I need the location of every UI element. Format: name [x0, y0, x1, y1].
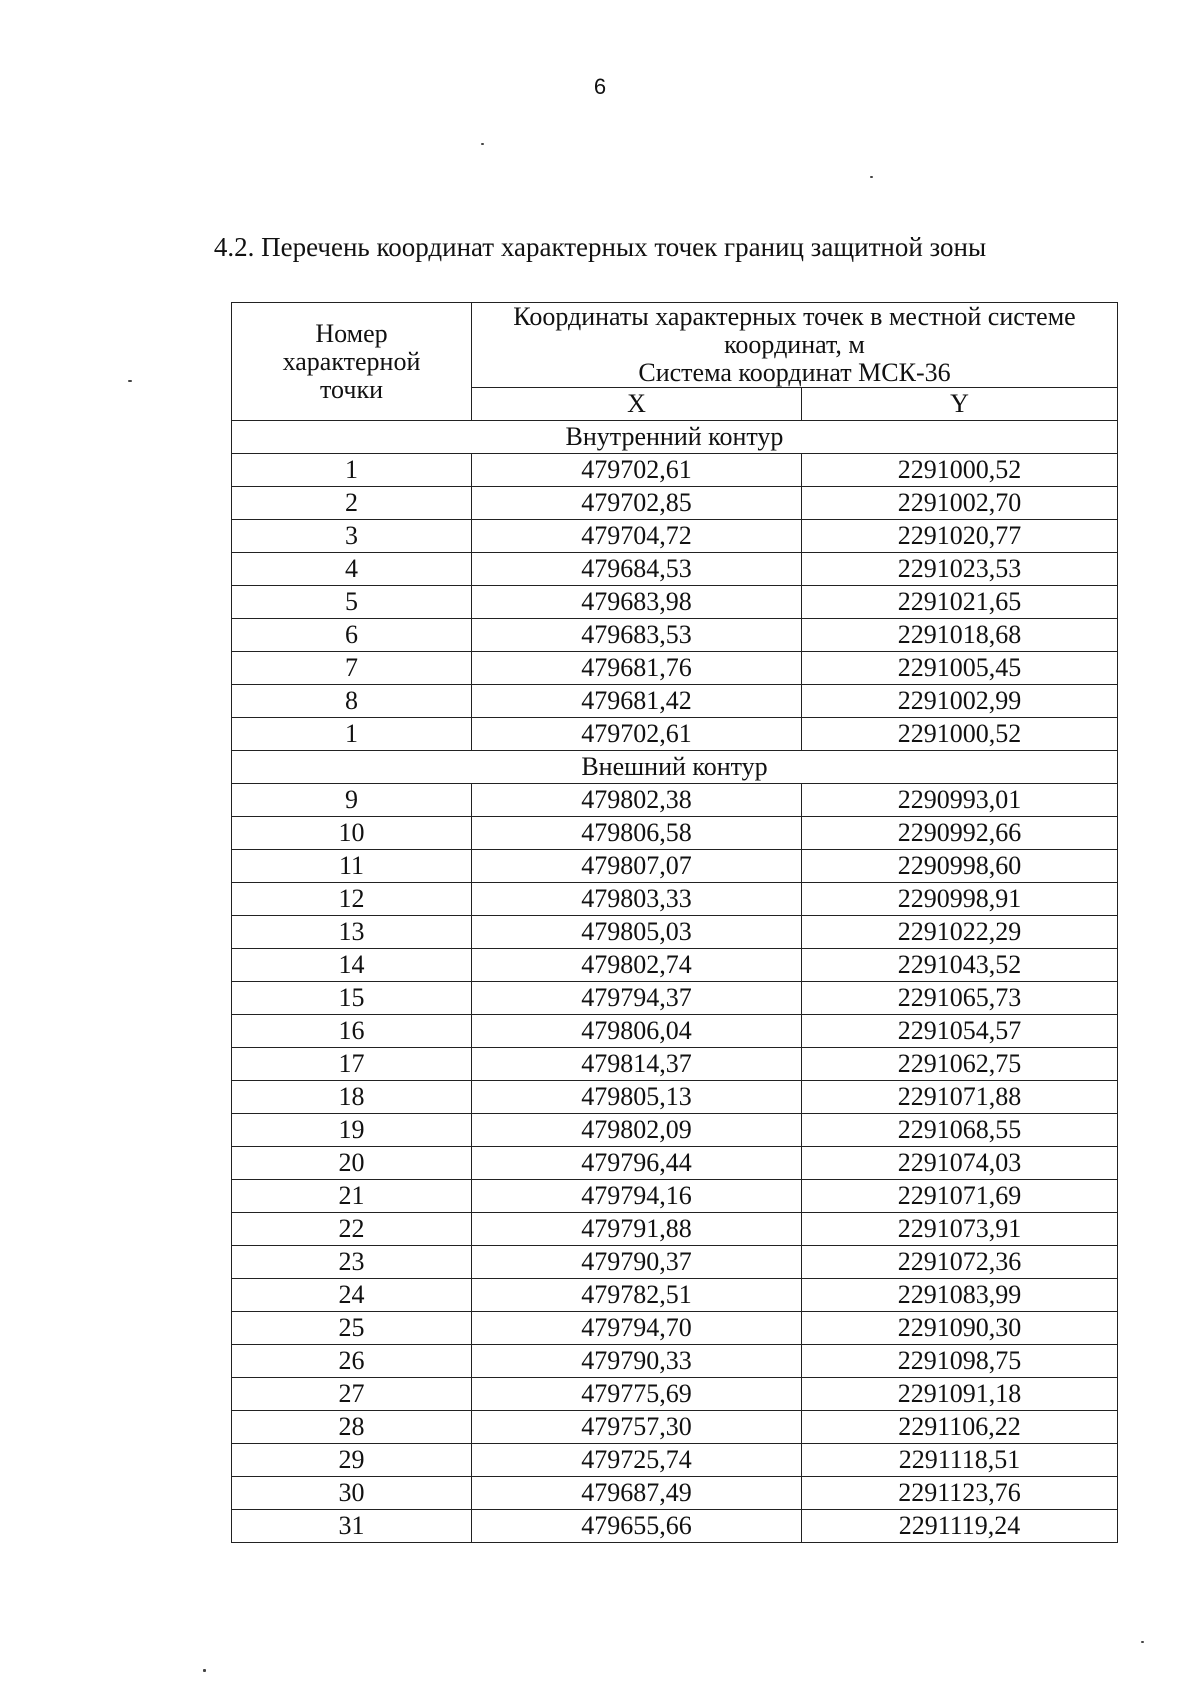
y-coordinate-cell: 2290993,01 [802, 784, 1118, 817]
x-coordinate-cell: 479794,16 [472, 1180, 802, 1213]
table-row [232, 1444, 1118, 1477]
section-row [232, 751, 1118, 784]
point-number-cell: 9 [232, 784, 472, 817]
y-coordinate-cell: 2291018,68 [802, 619, 1118, 652]
y-coordinate-cell: 2291083,99 [802, 1279, 1118, 1312]
y-coordinate-cell: 2291098,75 [802, 1345, 1118, 1378]
point-number-cell: 13 [232, 916, 472, 949]
table-row [232, 817, 1118, 850]
table-row [232, 1312, 1118, 1345]
point-number-cell: 2 [232, 487, 472, 520]
point-number-cell: 29 [232, 1444, 472, 1477]
table-row [232, 487, 1118, 520]
table-row [232, 1378, 1118, 1411]
section-name: Внешний контур [232, 751, 1118, 784]
table-row [232, 553, 1118, 586]
y-coordinate-cell: 2291068,55 [802, 1114, 1118, 1147]
scan-speck [203, 1669, 206, 1672]
y-coordinate-cell: 2291073,91 [802, 1213, 1118, 1246]
point-number-cell: 28 [232, 1411, 472, 1444]
scan-speck [870, 176, 873, 178]
table-row [232, 850, 1118, 883]
header-point-line: точки [320, 374, 383, 404]
x-coordinate-cell: 479681,42 [472, 685, 802, 718]
x-coordinate-cell: 479791,88 [472, 1213, 802, 1246]
y-coordinate-cell: 2291106,22 [802, 1411, 1118, 1444]
x-coordinate-cell: 479704,72 [472, 520, 802, 553]
table-row [232, 1279, 1118, 1312]
y-coordinate-cell: 2290998,91 [802, 883, 1118, 916]
table-row [232, 1180, 1118, 1213]
header-y: Y [802, 388, 1118, 421]
y-coordinate-cell: 2290998,60 [802, 850, 1118, 883]
point-number-cell: 19 [232, 1114, 472, 1147]
x-coordinate-cell: 479687,49 [472, 1477, 802, 1510]
x-coordinate-cell: 479790,33 [472, 1345, 802, 1378]
header-coords-line: Координаты характерных точек в местной системе [513, 302, 1076, 331]
y-coordinate-cell: 2291002,70 [802, 487, 1118, 520]
x-coordinate-cell: 479796,44 [472, 1147, 802, 1180]
point-number-cell: 3 [232, 520, 472, 553]
x-coordinate-cell: 479681,76 [472, 652, 802, 685]
y-coordinate-cell: 2291062,75 [802, 1048, 1118, 1081]
table-row [232, 916, 1118, 949]
table-row [232, 718, 1118, 751]
x-coordinate-cell: 479794,37 [472, 982, 802, 1015]
x-coordinate-cell: 479802,09 [472, 1114, 802, 1147]
point-number-cell: 6 [232, 619, 472, 652]
y-coordinate-cell: 2291065,73 [802, 982, 1118, 1015]
point-number-cell: 5 [232, 586, 472, 619]
table-row [232, 883, 1118, 916]
header-x: X [472, 388, 802, 421]
y-coordinate-cell: 2291071,69 [802, 1180, 1118, 1213]
table-row [232, 652, 1118, 685]
point-number-cell: 20 [232, 1147, 472, 1180]
table-row [232, 1246, 1118, 1279]
x-coordinate-cell: 479655,66 [472, 1510, 802, 1543]
x-coordinate-cell: 479702,61 [472, 454, 802, 487]
y-coordinate-cell: 2290992,66 [802, 817, 1118, 850]
y-coordinate-cell: 2291074,03 [802, 1147, 1118, 1180]
header-coords-line: координат, м [724, 330, 865, 359]
table-row [232, 520, 1118, 553]
point-number-cell: 15 [232, 982, 472, 1015]
x-coordinate-cell: 479702,61 [472, 718, 802, 751]
table-row [232, 1213, 1118, 1246]
point-number-cell: 16 [232, 1015, 472, 1048]
table-row [232, 1081, 1118, 1114]
point-number-cell: 12 [232, 883, 472, 916]
y-coordinate-cell: 2291119,24 [802, 1510, 1118, 1543]
table-row [232, 1015, 1118, 1048]
point-number-cell: 8 [232, 685, 472, 718]
coordinates-table [231, 302, 1118, 1543]
table-row [232, 1510, 1118, 1543]
y-coordinate-cell: 2291054,57 [802, 1015, 1118, 1048]
x-coordinate-cell: 479725,74 [472, 1444, 802, 1477]
y-coordinate-cell: 2291072,36 [802, 1246, 1118, 1279]
table-row [232, 949, 1118, 982]
point-number-cell: 10 [232, 817, 472, 850]
table-row [232, 1147, 1118, 1180]
y-coordinate-cell: 2291020,77 [802, 520, 1118, 553]
table-row [232, 784, 1118, 817]
point-number-cell: 11 [232, 850, 472, 883]
header-point-line: Номер [315, 318, 388, 348]
header-coords-line: Система координат МСК-36 [638, 358, 951, 387]
y-coordinate-cell: 2291091,18 [802, 1378, 1118, 1411]
point-number-cell: 1 [232, 454, 472, 487]
x-coordinate-cell: 479683,98 [472, 586, 802, 619]
x-coordinate-cell: 479683,53 [472, 619, 802, 652]
y-coordinate-cell: 2291123,76 [802, 1477, 1118, 1510]
point-number-cell: 7 [232, 652, 472, 685]
y-coordinate-cell: 2291071,88 [802, 1081, 1118, 1114]
table-row [232, 454, 1118, 487]
table-row [232, 1345, 1118, 1378]
x-coordinate-cell: 479794,70 [472, 1312, 802, 1345]
table-row [232, 1477, 1118, 1510]
x-coordinate-cell: 479806,58 [472, 817, 802, 850]
table-row [232, 1411, 1118, 1444]
x-coordinate-cell: 479702,85 [472, 487, 802, 520]
x-coordinate-cell: 479806,04 [472, 1015, 802, 1048]
y-coordinate-cell: 2291090,30 [802, 1312, 1118, 1345]
point-number-cell: 22 [232, 1213, 472, 1246]
y-coordinate-cell: 2291022,29 [802, 916, 1118, 949]
table-row [232, 982, 1118, 1015]
table-row [232, 685, 1118, 718]
x-coordinate-cell: 479782,51 [472, 1279, 802, 1312]
point-number-cell: 21 [232, 1180, 472, 1213]
x-coordinate-cell: 479805,03 [472, 916, 802, 949]
section-name: Внутренний контур [232, 421, 1118, 454]
y-coordinate-cell: 2291023,53 [802, 553, 1118, 586]
point-number-cell: 18 [232, 1081, 472, 1114]
x-coordinate-cell: 479775,69 [472, 1378, 802, 1411]
y-coordinate-cell: 2291118,51 [802, 1444, 1118, 1477]
scan-speck [481, 143, 484, 145]
y-coordinate-cell: 2291000,52 [802, 454, 1118, 487]
point-number-cell: 14 [232, 949, 472, 982]
point-number-cell: 1 [232, 718, 472, 751]
y-coordinate-cell: 2291043,52 [802, 949, 1118, 982]
point-number-cell: 4 [232, 553, 472, 586]
table-row [232, 1114, 1118, 1147]
x-coordinate-cell: 479803,33 [472, 883, 802, 916]
scan-speck [128, 380, 132, 382]
y-coordinate-cell: 2291021,65 [802, 586, 1118, 619]
x-coordinate-cell: 479757,30 [472, 1411, 802, 1444]
point-number-cell: 31 [232, 1510, 472, 1543]
y-coordinate-cell: 2291005,45 [802, 652, 1118, 685]
section-row [232, 421, 1118, 454]
point-number-cell: 24 [232, 1279, 472, 1312]
point-number-cell: 23 [232, 1246, 472, 1279]
table-row [232, 586, 1118, 619]
point-number-cell: 27 [232, 1378, 472, 1411]
y-coordinate-cell: 2291002,99 [802, 685, 1118, 718]
point-number-cell: 25 [232, 1312, 472, 1345]
section-title: 4.2. Перечень координат характерных точек границ защитной зоны [213, 232, 987, 262]
x-coordinate-cell: 479802,38 [472, 784, 802, 817]
point-number-cell: 30 [232, 1477, 472, 1510]
x-coordinate-cell: 479805,13 [472, 1081, 802, 1114]
x-coordinate-cell: 479802,74 [472, 949, 802, 982]
point-number-cell: 17 [232, 1048, 472, 1081]
x-coordinate-cell: 479814,37 [472, 1048, 802, 1081]
table-row [232, 1048, 1118, 1081]
coordinates-body [232, 421, 1118, 1543]
header-point-number [232, 303, 472, 421]
x-coordinate-cell: 479807,07 [472, 850, 802, 883]
x-coordinate-cell: 479684,53 [472, 553, 802, 586]
page-number: 6 [593, 74, 607, 99]
x-coordinate-cell: 479790,37 [472, 1246, 802, 1279]
point-number-cell: 26 [232, 1345, 472, 1378]
y-coordinate-cell: 2291000,52 [802, 718, 1118, 751]
header-point-line: характерной [282, 346, 421, 376]
scan-speck [1141, 1641, 1144, 1643]
table-row [232, 619, 1118, 652]
header-coordinates [472, 303, 1118, 388]
